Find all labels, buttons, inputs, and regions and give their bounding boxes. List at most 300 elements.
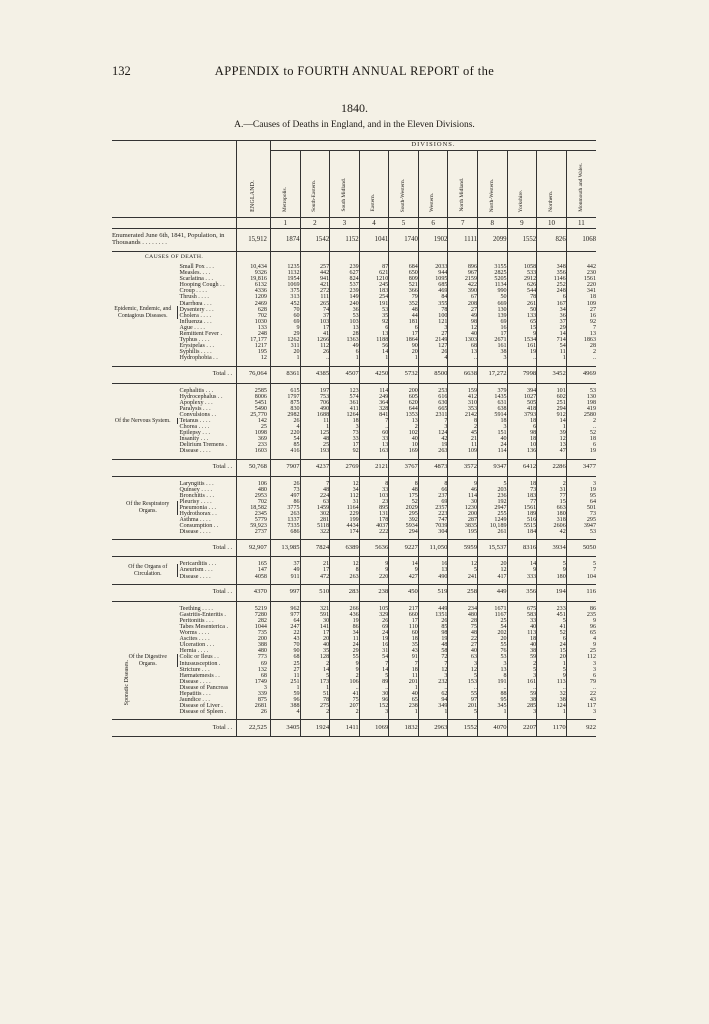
cell-value: 100	[418, 313, 448, 319]
cause-label: Disease of Liver .	[179, 703, 223, 710]
cell-value: 195	[448, 529, 478, 535]
cell-value: 44	[389, 313, 419, 319]
cell-value: 2033	[418, 264, 448, 270]
population-label: Enumerated June 6th, 1841, Population, in Thousands . . . . . . . .	[112, 229, 237, 252]
cell-value: 427	[389, 574, 419, 580]
cell-value: 1146	[537, 276, 567, 282]
cell-value: 31	[537, 487, 567, 493]
cell-value: 895	[359, 505, 389, 511]
cell-value: 26	[270, 418, 300, 424]
cell-value: 40	[300, 642, 330, 648]
cell-value: 14	[537, 418, 567, 424]
cell-value: 19	[359, 636, 389, 642]
running-title: APPENDIX to FOURTH ANNUAL REPORT of the	[214, 64, 495, 78]
cell-value: 239	[330, 288, 360, 294]
cell-value: 201	[389, 679, 419, 685]
cell-value: 480	[237, 487, 271, 493]
cell-value: 233	[537, 606, 567, 612]
cell-value: ..	[448, 685, 478, 691]
cell-value: 1262	[270, 337, 300, 343]
cell-value: 1552	[507, 229, 537, 252]
cell-value: 17	[300, 325, 330, 331]
cell-value: 480	[237, 648, 271, 654]
column-header: South-Western.	[389, 151, 419, 218]
cell-value: 2	[566, 349, 596, 355]
cell-value: 12	[418, 667, 448, 673]
cell-value: 124	[537, 703, 567, 709]
cell-value: 379	[478, 388, 508, 394]
cause-label: Disease of Spleen .	[179, 709, 227, 716]
cell-value: 106	[330, 679, 360, 685]
cell-value: 8	[330, 567, 360, 573]
cell-value: 616	[418, 394, 448, 400]
total-label: Total . .	[112, 584, 237, 601]
cell-value: 124	[418, 430, 448, 436]
cell-value: 18	[507, 418, 537, 424]
cell-value: 7335	[270, 523, 300, 529]
cell-value: 375	[270, 288, 300, 294]
cell-value: 4969	[566, 366, 596, 383]
cause-label: Disease . . . .	[179, 448, 211, 455]
cell-value: 2149	[418, 337, 448, 343]
cell-value: 175	[389, 493, 419, 499]
cell-value: 442	[300, 270, 330, 276]
cell-value: 132	[237, 667, 271, 673]
cell-value: 8316	[507, 540, 537, 557]
cell-value: 104	[566, 574, 596, 580]
cell-value: 9347	[478, 459, 508, 476]
cell-value: 49	[330, 343, 360, 349]
cell-value: 113	[507, 630, 537, 636]
cell-value: 1954	[270, 276, 300, 282]
cell-value: 263	[418, 448, 448, 454]
cell-value: 191	[478, 679, 508, 685]
cell-value: 31	[330, 499, 360, 505]
cell-value: 17	[389, 618, 419, 624]
cause-label: Small Pox . . .	[179, 264, 214, 270]
cell-value: 272	[300, 288, 330, 294]
cell-value: 29	[537, 325, 567, 331]
cell-value: 133	[507, 313, 537, 319]
cell-value: 275	[300, 703, 330, 709]
cause-label: Apoplexy . . .	[179, 399, 213, 406]
cell-value: 1	[300, 424, 330, 430]
cell-value: 121	[418, 319, 448, 325]
cell-value: 1264	[330, 412, 360, 418]
cell-value: 14	[537, 331, 567, 337]
cell-value: 5934	[389, 523, 419, 529]
cell-value: 59	[507, 691, 537, 697]
column-header: North-Western.	[478, 151, 508, 218]
cause-label: Ague . . . .	[179, 324, 205, 331]
column-header: Monmouth and Wales.	[566, 151, 596, 218]
cell-value: 3	[478, 661, 508, 667]
cell-value: 200	[389, 388, 419, 394]
cell-value: 17	[330, 442, 360, 448]
cell-value: 46	[448, 487, 478, 493]
cell-value: 17	[300, 630, 330, 636]
cell-value: 544	[507, 288, 537, 294]
cell-value: 58	[418, 648, 448, 654]
cell-value: 68	[237, 673, 271, 679]
cell-value: 248	[237, 331, 271, 337]
cell-value: 14	[389, 561, 419, 567]
cell-value: 1069	[270, 282, 300, 288]
cause-label: Thrush . . . .	[179, 294, 209, 301]
cell-value: 76,064	[237, 366, 271, 383]
cause-label: Disease . . . .	[179, 573, 211, 580]
cell-value: 4507	[330, 366, 360, 383]
cell-value: 69	[270, 319, 300, 325]
cell-value: 22	[566, 691, 596, 697]
cell-value: 1542	[300, 229, 330, 252]
cell-value: 50	[507, 307, 537, 313]
cell-value: 113	[537, 679, 567, 685]
cell-value: 875	[237, 697, 271, 703]
cell-value: 1249	[478, 517, 508, 523]
cell-value: 37	[270, 561, 300, 567]
cell-value: 4336	[237, 288, 271, 294]
cell-value: 26	[359, 618, 389, 624]
cell-value: 2	[389, 424, 419, 430]
cell-value: 12	[237, 355, 271, 361]
cell-value: 2207	[507, 720, 537, 737]
cell-value: 962	[270, 606, 300, 612]
cell-value: 72	[418, 654, 448, 660]
cell-value: 110	[389, 624, 419, 630]
cell-value: 295	[566, 517, 596, 523]
cell-value: 201	[448, 703, 478, 709]
cell-value: 3572	[448, 459, 478, 476]
cell-value: 3	[237, 685, 271, 691]
cell-value: 7998	[507, 366, 537, 383]
cell-value: 208	[448, 301, 478, 307]
cell-value: 229	[330, 511, 360, 517]
cell-value: 516	[507, 517, 537, 523]
cell-value: 1874	[270, 229, 300, 252]
cell-value: 5	[300, 673, 330, 679]
cell-value: 52	[566, 430, 596, 436]
cell-value: 11	[330, 636, 360, 642]
cell-value: 24	[330, 642, 360, 648]
cause-label: Insanity . . .	[179, 436, 209, 443]
cell-value: 18	[389, 636, 419, 642]
cell-value: 103	[359, 493, 389, 499]
table-row	[112, 394, 596, 400]
cell-value: 131	[359, 511, 389, 517]
cell-value: 40	[389, 691, 419, 697]
cell-value: 1363	[330, 337, 360, 343]
cell-value: 1	[270, 355, 300, 361]
cell-value: 64	[270, 618, 300, 624]
cell-value: 394	[507, 388, 537, 394]
cell-value: 28	[330, 331, 360, 337]
cell-value: 21	[448, 436, 478, 442]
cell-value: 30	[300, 618, 330, 624]
cell-value: 436	[330, 612, 360, 618]
cell-value: 8	[448, 418, 478, 424]
cell-value: 2580	[566, 412, 596, 418]
cell-value: 9	[566, 618, 596, 624]
cell-value: 10,434	[237, 264, 271, 270]
cell-value: 183	[507, 493, 537, 499]
cell-value: 392	[389, 517, 419, 523]
cause-label: Hernia . . . .	[179, 648, 209, 655]
cell-value: 355	[418, 301, 448, 307]
cell-value: 2769	[330, 459, 360, 476]
cell-value: 2	[507, 661, 537, 667]
cell-value: 202	[478, 630, 508, 636]
cell-value: 75	[448, 624, 478, 630]
cell-value: 3	[418, 673, 448, 679]
cell-value: 26	[418, 618, 448, 624]
cell-value: 203	[478, 487, 508, 493]
cell-value: 18	[330, 418, 360, 424]
cell-value: 3	[507, 673, 537, 679]
cell-value: 9326	[237, 270, 271, 276]
cell-value: 1217	[237, 343, 271, 349]
cell-value: 824	[330, 276, 360, 282]
cell-value: 40	[507, 624, 537, 630]
cell-value: 239	[330, 264, 360, 270]
cell-value: 15,912	[237, 229, 271, 252]
cell-value: 2737	[237, 529, 271, 535]
cause-label: Stricture . . .	[179, 666, 210, 673]
cell-value: 106	[237, 481, 271, 487]
cell-value: 222	[359, 529, 389, 535]
cell-value: 15	[537, 499, 567, 505]
cell-value: 43	[270, 636, 300, 642]
cell-value: 615	[270, 388, 300, 394]
cell-value: 220	[359, 574, 389, 580]
cell-value: 43	[389, 648, 419, 654]
cell-value: 17	[478, 331, 508, 337]
cell-value: 388	[237, 642, 271, 648]
cell-value: 412	[448, 394, 478, 400]
cell-value: 452	[270, 301, 300, 307]
cell-value: 5	[448, 673, 478, 679]
cell-value: 38	[537, 697, 567, 703]
cell-value: 685	[418, 282, 448, 288]
cell-value: 505	[507, 400, 537, 406]
cell-value: 52	[389, 499, 419, 505]
cell-value: 237	[418, 493, 448, 499]
cell-value: 490	[300, 406, 330, 412]
cell-value: 3947	[566, 523, 596, 529]
cell-value: 322	[300, 529, 330, 535]
cause-label: Tetanus . . . .	[179, 417, 211, 424]
column-header: Yorkshire.	[507, 151, 537, 218]
table-title: A.—Causes of Deaths in England, and in the Eleven Divisions.	[234, 120, 475, 130]
cell-value: 19	[330, 618, 360, 624]
page-number: 132	[112, 64, 131, 78]
cell-value: 6389	[330, 540, 360, 557]
cell-value: 364	[359, 400, 389, 406]
column-number: 6	[418, 218, 448, 229]
cell-value: 1069	[359, 720, 389, 737]
cell-value: 9	[566, 642, 596, 648]
cell-value: 706	[300, 400, 330, 406]
cell-value: 180	[537, 511, 567, 517]
cell-value: 2	[300, 709, 330, 715]
cell-value: 53	[566, 529, 596, 535]
cell-value: 49	[270, 567, 300, 573]
total-row	[112, 584, 596, 601]
cell-value: 133	[237, 325, 271, 331]
cell-value: 9	[270, 325, 300, 331]
cell-value: 5490	[237, 406, 271, 412]
cell-value: 1459	[300, 505, 330, 511]
cell-value: 30	[448, 499, 478, 505]
cell-value: 38	[478, 349, 508, 355]
cell-value: 5	[507, 667, 537, 673]
cell-value: 3793	[507, 412, 537, 418]
cell-value: 5	[537, 618, 567, 624]
cell-value: 14	[359, 667, 389, 673]
cell-value: 117	[566, 703, 596, 709]
cell-value: 159	[448, 388, 478, 394]
cell-value: 35	[300, 648, 330, 654]
cell-value: 521	[389, 282, 419, 288]
column-header: South-Eastern.	[300, 151, 330, 218]
cell-value: 12	[330, 481, 360, 487]
cell-value: 220	[270, 430, 300, 436]
cell-value: 2121	[359, 459, 389, 476]
cell-value: 25	[300, 442, 330, 448]
cell-value: 49	[448, 313, 478, 319]
cell-value: 2825	[478, 270, 508, 276]
cell-value: 490	[418, 574, 448, 580]
cell-value: 6	[359, 325, 389, 331]
cell-value: 5636	[359, 540, 389, 557]
cell-value: 180	[537, 574, 567, 580]
cell-value: 109	[566, 301, 596, 307]
cell-value: 247	[270, 624, 300, 630]
cell-value: 92,907	[237, 540, 271, 557]
cell-value: 48	[300, 487, 330, 493]
cell-value: 26	[270, 481, 300, 487]
cell-value: 6	[507, 424, 537, 430]
column-header: Northern.	[537, 151, 567, 218]
cell-value: 24	[359, 630, 389, 636]
cell-value: 253	[418, 388, 448, 394]
cause-label: Remittent Fever .	[179, 331, 222, 338]
cell-value: 6412	[507, 459, 537, 476]
cell-value: 15	[507, 325, 537, 331]
cell-value: 1041	[359, 229, 389, 252]
cell-value: 27	[566, 307, 596, 313]
cell-value: 1534	[507, 337, 537, 343]
cell-value: 626	[507, 282, 537, 288]
cell-value: 139	[478, 313, 508, 319]
column-header: ENGLAND.	[237, 151, 271, 218]
cell-value: 1561	[507, 505, 537, 511]
cell-value: 1095	[418, 276, 448, 282]
cell-value: 62	[418, 691, 448, 697]
cell-value: 200	[237, 636, 271, 642]
cell-value: 5959	[448, 540, 478, 557]
cell-value: 411	[330, 406, 360, 412]
cell-value: 30	[359, 691, 389, 697]
cell-value: 13	[448, 349, 478, 355]
cell-value: 41	[537, 624, 567, 630]
cell-value: 1740	[389, 229, 419, 252]
cell-value: 6638	[448, 366, 478, 383]
cell-value: 9	[507, 331, 537, 337]
cell-value: 24	[537, 642, 567, 648]
cell-value: 48	[389, 307, 419, 313]
cell-value: 1	[389, 355, 419, 361]
cell-value: 97	[448, 697, 478, 703]
cell-value: 16	[478, 325, 508, 331]
cell-value: 31	[359, 648, 389, 654]
cell-value: 265	[300, 301, 330, 307]
cell-value: 3	[418, 325, 448, 331]
cell-value: 261	[478, 529, 508, 535]
cell-value: 141	[300, 624, 330, 630]
cell-value: 85	[418, 624, 448, 630]
cell-value: 356	[507, 584, 537, 601]
cell-value: 841	[359, 412, 389, 418]
cell-value: ..	[448, 355, 478, 361]
cell-value: 78	[418, 307, 448, 313]
cell-value: 13	[330, 325, 360, 331]
cell-value: 12	[448, 325, 478, 331]
cell-value: 43	[566, 697, 596, 703]
cell-value: 94	[418, 697, 448, 703]
cell-value: 663	[537, 505, 567, 511]
cell-value: 418	[507, 406, 537, 412]
total-label: Total . .	[112, 540, 237, 557]
cell-value: 2311	[418, 412, 448, 418]
cell-value: 79	[566, 679, 596, 685]
cause-label: Disease of Pancreas	[179, 684, 229, 691]
cell-value: 87	[359, 264, 389, 270]
cell-value: 2	[300, 661, 330, 667]
cell-value: 13	[359, 331, 389, 337]
cell-value: 232	[418, 679, 448, 685]
cell-value: 54	[478, 624, 508, 630]
cell-value: 4058	[237, 574, 271, 580]
cell-value: 686	[270, 529, 300, 535]
cell-value: 27	[448, 642, 478, 648]
cell-value: 2912	[507, 276, 537, 282]
cell-value: 369	[237, 436, 271, 442]
cell-value: 591	[300, 612, 330, 618]
cell-value: 1111	[448, 229, 478, 252]
column-number: 9	[507, 218, 537, 229]
cell-value: 1134	[478, 282, 508, 288]
causes-of-death-table	[112, 140, 596, 737]
cell-value: 1435	[478, 394, 508, 400]
cause-label: Erysipelas . . .	[179, 343, 215, 350]
cell-value: 669	[478, 301, 508, 307]
cell-value: 3	[418, 424, 448, 430]
cell-value: 912	[537, 412, 567, 418]
cell-value: 90	[270, 648, 300, 654]
cell-value: 101	[537, 388, 567, 394]
cell-value: 114	[448, 493, 478, 499]
total-row	[112, 366, 596, 383]
cell-value: 13	[389, 418, 419, 424]
cell-value: 826	[537, 229, 567, 252]
cell-value: 241	[448, 574, 478, 580]
column-number: 5	[389, 218, 419, 229]
cause-label: Scarlatina . . .	[179, 276, 214, 283]
cell-value: 11	[270, 673, 300, 679]
cause-label: Hæmatemesis . .	[179, 672, 220, 679]
cell-value: 111	[300, 294, 330, 300]
